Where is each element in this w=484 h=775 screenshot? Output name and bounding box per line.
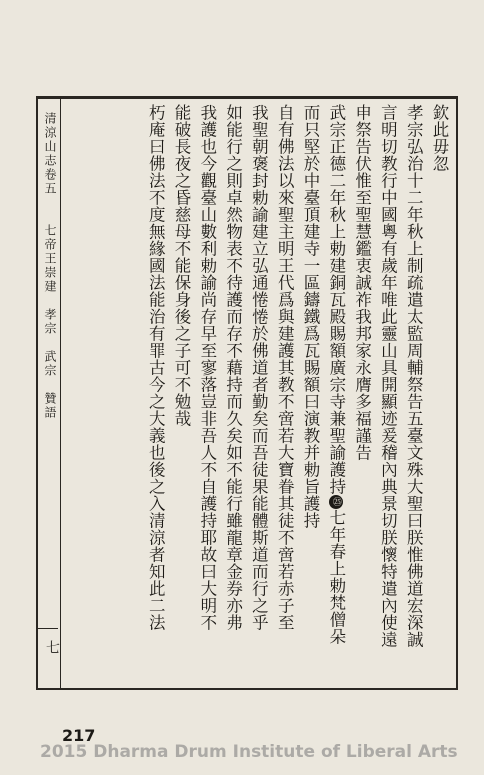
text-column: 孝宗弘治十二年秋上制疏遣太監周輔祭告五臺文殊大聖曰朕惟佛道宏深誠 — [404, 104, 424, 648]
vertical-body-text — [64, 104, 452, 686]
margin-title: 清涼山志卷五 — [43, 112, 57, 196]
circle-mark-icon: ㉕ — [329, 495, 343, 509]
text-column: 言明切教行中國粵有歲年唯此靈山具開顯迹爰稽內典景切朕懷特遣內使遠 — [378, 104, 398, 648]
margin-page-marker: 七 — [44, 640, 60, 654]
margin-page-box — [38, 628, 58, 689]
margin-header — [40, 112, 58, 420]
margin-chapter: 七帝王崇建 孝宗 武宗 贊語 — [43, 223, 57, 420]
text-column: 朽庵曰佛法不度無緣國法能治有罪古今之大義也後之入清涼者知此二法 — [146, 104, 166, 631]
text-column: 自有佛法以來聖主明王代爲與建護其教不啻若大寶眷其徒不啻若赤子至 — [275, 104, 295, 631]
text-segment: 武宗正德二年秋上勅建銅瓦殿賜額廣宗寺兼聖諭護持 — [326, 104, 346, 495]
text-column: 能破長夜之昏慈母不能保身後之子可不勉哉 — [172, 104, 192, 427]
text-column: 而只堅於中臺頂建寺一區鑄鐵爲瓦賜額曰演教并勅旨護持 — [301, 104, 321, 529]
text-column: 我聖朝褒封勅諭建立弘通惓惓於佛道者勤矣而吾徒果能體斯道而行之乎 — [249, 104, 269, 631]
text-segment: 七年春上勅梵僧朵 — [326, 509, 346, 645]
text-column: 欽此毋忽 — [430, 104, 449, 172]
watermark: 2015 Dharma Drum Institute of Liberal Arts — [40, 742, 458, 762]
margin-rule-inner — [60, 96, 61, 690]
text-column: 申祭告伏惟至聖慧鑑衷誠祚我邦家永膺多福謹告 — [352, 104, 372, 461]
text-column: 我護也今觀臺山數利勅諭尚存早至寥落豈非吾人不自護持耶故曰大明不 — [197, 104, 217, 631]
text-column: 如能行之則卓然物表不待護而存不藉持而久矣如不能行雖龍章金券亦弗 — [223, 104, 243, 631]
text-column — [323, 104, 349, 686]
margin-rule — [36, 96, 38, 690]
page-number: 217 — [62, 726, 96, 745]
